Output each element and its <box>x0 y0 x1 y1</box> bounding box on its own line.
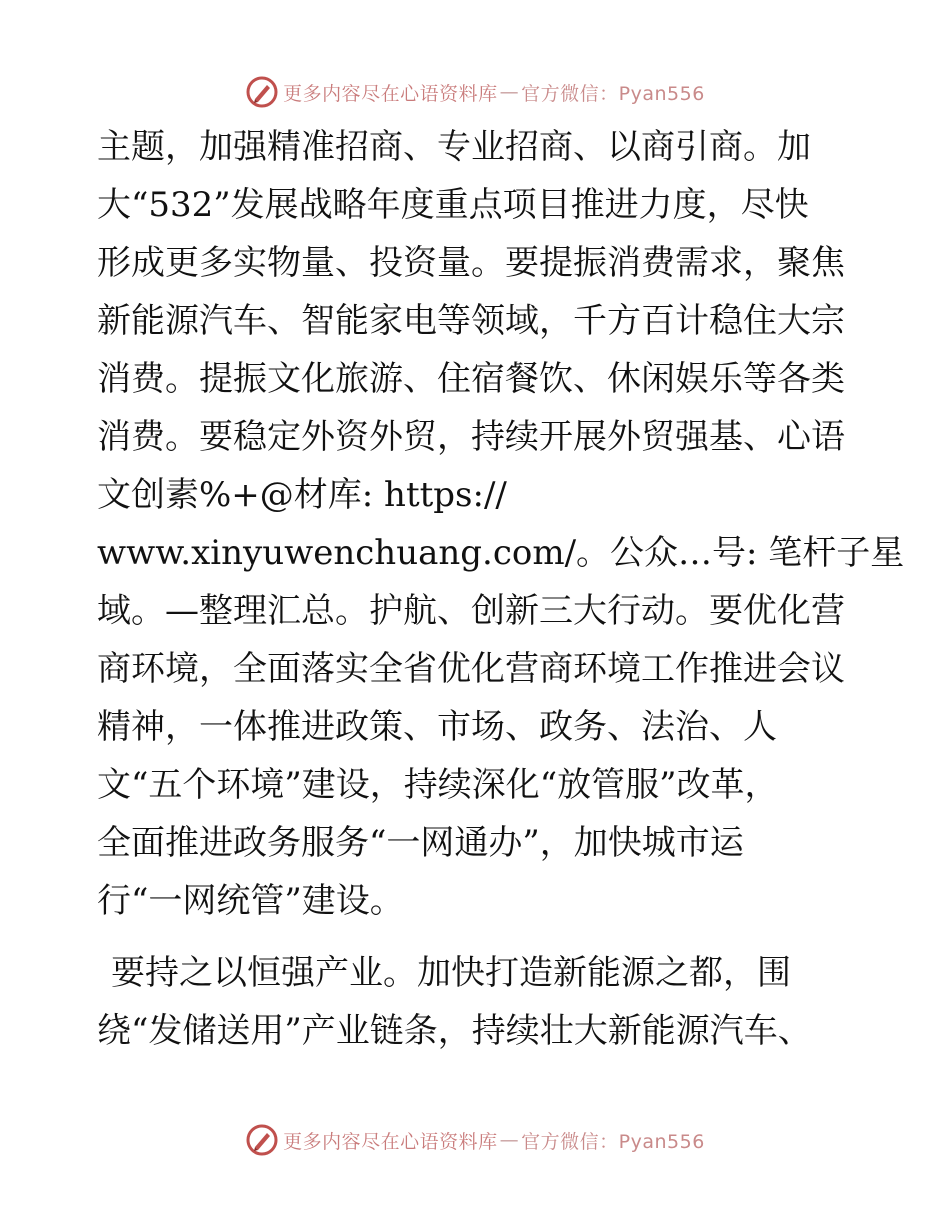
pen-logo-icon <box>245 75 279 109</box>
text-line: 行“一网统管”建设。 <box>97 881 404 921</box>
paragraph-2 <box>97 944 857 1060</box>
pen-logo-icon <box>245 1123 279 1157</box>
text-line: 文“五个环境”建设，持续深化“放管服”改革， <box>97 765 779 805</box>
text-line: 消费。要稳定外资外贸，持续开展外贸强基、心语 <box>97 417 845 457</box>
banner-brand-text: 更多内容尽在心语资料库 <box>283 82 498 105</box>
banner-separator: — <box>499 1129 520 1151</box>
paragraph-1 <box>97 118 905 930</box>
paragraph-gap <box>97 930 857 944</box>
text-line: 绕“发储送用”产业链条，持续壮大新能源汽车、 <box>97 1011 812 1051</box>
footer-watermark-banner <box>0 1120 950 1160</box>
text-line: 全面推进政务服务“一网通办”，加快城市运 <box>97 823 744 863</box>
text-line: 形成更多实物量、投资量。要提振消费需求，聚焦 <box>97 243 845 283</box>
text-line: 要持之以恒强产业。加快打造新能源之都，围 <box>111 953 791 993</box>
text-line: 精神，一体推进政策、市场、政务、法治、人 <box>97 707 777 747</box>
banner-wechat-text: 官方微信：Pyan556 <box>521 82 705 105</box>
text-line: www.xinyuwenchuang.com/。公众…号: 笔杆子星 <box>97 533 905 573</box>
text-line: 大“532”发展战略年度重点项目推进力度，尽快 <box>97 185 809 225</box>
text-line: 主题，加强精准招商、专业招商、以商引商。加 <box>97 127 811 167</box>
text-line: 文创素%+@材库: https:// <box>97 475 507 515</box>
text-line: 域。—整理汇总。护航、创新三大行动。要优化营 <box>97 591 845 631</box>
banner-separator: — <box>499 81 520 103</box>
text-line: 消费。提振文化旅游、住宿餐饮、休闲娱乐等各类 <box>97 359 845 399</box>
text-line: 商环境，全面落实全省优化营商环境工作推进会议 <box>97 649 845 689</box>
banner-brand-text: 更多内容尽在心语资料库 <box>283 1130 498 1153</box>
document-body <box>97 118 905 1060</box>
text-line: 新能源汽车、智能家电等领域，千方百计稳住大宗 <box>97 301 845 341</box>
banner-wechat-text: 官方微信：Pyan556 <box>521 1130 705 1153</box>
header-watermark-banner <box>0 72 950 112</box>
